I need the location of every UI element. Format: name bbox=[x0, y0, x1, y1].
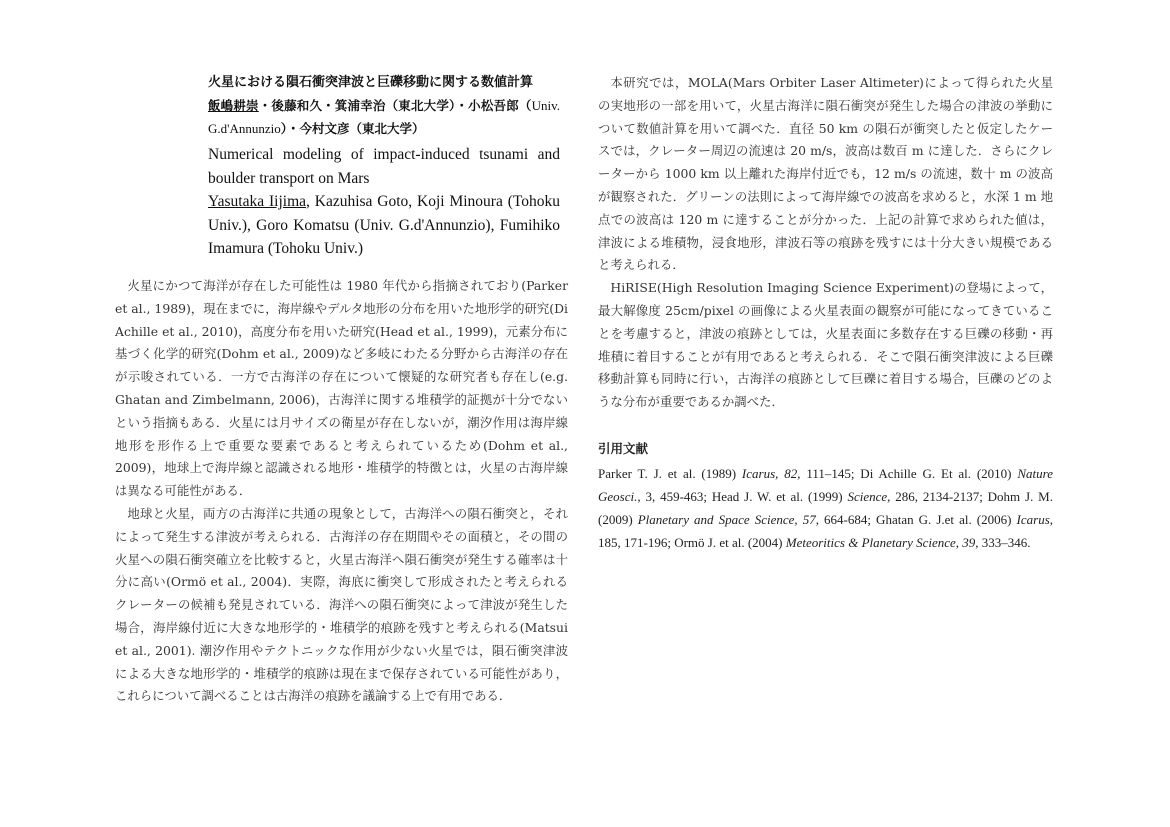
japanese-title: 火星における隕石衝突津波と巨礫移動に関する数値計算 bbox=[208, 75, 534, 90]
reference-journal: Science bbox=[847, 488, 888, 504]
reference-journal: Icarus bbox=[1016, 511, 1050, 527]
presenter-name-ja: 飯嶋耕崇 bbox=[208, 98, 259, 113]
reference-text: Parker T. J. et al. (1989) bbox=[598, 465, 742, 481]
right-column bbox=[598, 72, 1053, 554]
authors-ja-part2: ）・今村文彦（東北大学） bbox=[280, 121, 425, 136]
reference-journal: Nature Geosci. bbox=[598, 465, 1053, 504]
body-paragraph: 火星にかつて海洋が存在した可能性は 1980 年代から指摘されており(Parker et al., 1989)，現在までに，海岸線やデルタ地形の分布を用いた地形学的研究(Di Achille et al., 2010)，高度分布を用いた研究(Head et al., 1999)，元素分布に基づく化学的研究(Dohm et al., 2009)など多岐にわたる分野から古海洋の存在が示唆されている．一方で古海洋の存在について懐疑的な研究者も存在し(e.g. Ghatan and Zimbelmann, 2006)，古海洋に関する堆積学的証拠が十分でないという指摘もある．火星には月サイズの衛星が存在しないが，潮汐作用は海岸線地形を形作る上で重要な要素であると考えられているため(Dohm et al., 2009)，地球上で海岸線と認識される地形・堆積学的特徴とは，火星の古海岸線は異なる可能性がある． bbox=[115, 278, 568, 499]
japanese-authors bbox=[208, 94, 560, 140]
reference-journal: Planetary and Space Science, 57, bbox=[637, 511, 819, 527]
abstract-header bbox=[208, 72, 560, 261]
reference-text: 664-684; Ghatan G. J.et al. (2006) bbox=[818, 511, 1017, 527]
left-column bbox=[115, 275, 568, 708]
reference-text: , 185, 171-196; Ormö J. et al. (2004) bbox=[598, 511, 1053, 550]
body-paragraph: 本研究では，MOLA(Mars Orbiter Laser Altimeter)によって得られた火星の実地形の一部を用いて，火星古海洋に隕石衝突が発生した場合の津波の挙動について数値計算を用いて調べた．直径 50 km の隕石が衝突したと仮定したケースでは，クレーター周辺の流速は 20 m/s，波高は数百 m に達した．さらにクレーターから 1000 km 以上離れた海岸付近でも，12 m/s の流速，数十 m の波高が観察された．グリーンの法則によって海岸線での波高を求めると，水深 1 m 地点での波高は 120 m に達することが分かった．上記の計算で求められた値は，津波による堆積物，浸食地形，津波石等の痕跡を残すには十分大きい規模であると考えられる． bbox=[598, 75, 1053, 273]
authors-en-rest: , Kazuhisa Goto, Koji Minoura (Tohoku Univ.), Goro Komatsu (Univ. G.d'Annunzio), Fumihiko Imamura (Tohoku Univ.) bbox=[208, 193, 561, 257]
references-list bbox=[598, 462, 1053, 554]
body-paragraph: 地球と火星，両方の古海洋に共通の現象として，古海洋への隕石衝突と，それによって発生する津波が考えられる．古海洋の存在期間やその面積と，その間の火星への隕石衝突確立を比較すると，火星古海洋へ隕石衝突が発生する確率は十分に高い(Ormö et al., 2004)．実際，海底に衝突して形成されたと考えられるクレーターの候補も発見されている．海洋への隕石衝突によって津波が発生した場合，海岸線付近に大きな地形学的・堆積学的痕跡を残すと考えられる(Matsui et al., 2001). 潮汐作用やテクトニックな作用が少ない火星では，隕石衝突津波による大きな地形学的・堆積学的痕跡は現在まで保存されている可能性があり，これらについて調べることは古海洋の痕跡を議論する上で有用である． bbox=[115, 505, 568, 704]
authors-ja-part1: ・後藤和久・箕浦幸治（東北大学）・小松吾郎（ bbox=[258, 98, 532, 113]
reference-journal: Icarus, 82, bbox=[741, 465, 801, 481]
reference-text: 111–145; Di Achille G. Et al. (2010) bbox=[800, 465, 1018, 481]
reference-text: , 3, 459-463; Head J. W. et al. (1999) bbox=[637, 488, 848, 504]
references-heading: 引用文献 bbox=[598, 440, 649, 456]
english-title: Numerical modeling of impact-induced tsunami and boulder transport on Mars bbox=[208, 146, 560, 187]
reference-text: 333–346. bbox=[978, 534, 1031, 550]
english-authors bbox=[208, 190, 560, 261]
authors-ja-univ: Univ. G.d'Annunzio bbox=[208, 98, 560, 136]
body-paragraph: HiRISE(High Resolution Imaging Science Experiment)の登場によって，最大解像度 25cm/pixel の画像による火星表面の観察が可能になってきていることを考慮すると，津波の痕跡としては，火星表面に多数存在する巨礫の移動・再堆積に着目することが有用であると考えられる．そこで隕石衝突津波による巨礫移動計算も同時に行い，古海洋の痕跡として巨礫に着目する場合，巨礫のどのような分布が重要であるか調べた． bbox=[598, 280, 1053, 410]
presenter-name-en: Yasutaka Iijima bbox=[208, 193, 307, 210]
reference-journal: Meteoritics & Planetary Science, 39, bbox=[785, 534, 979, 550]
reference-text: , 286, 2134-2137; Dohm J. M. (2009) bbox=[598, 488, 1053, 527]
